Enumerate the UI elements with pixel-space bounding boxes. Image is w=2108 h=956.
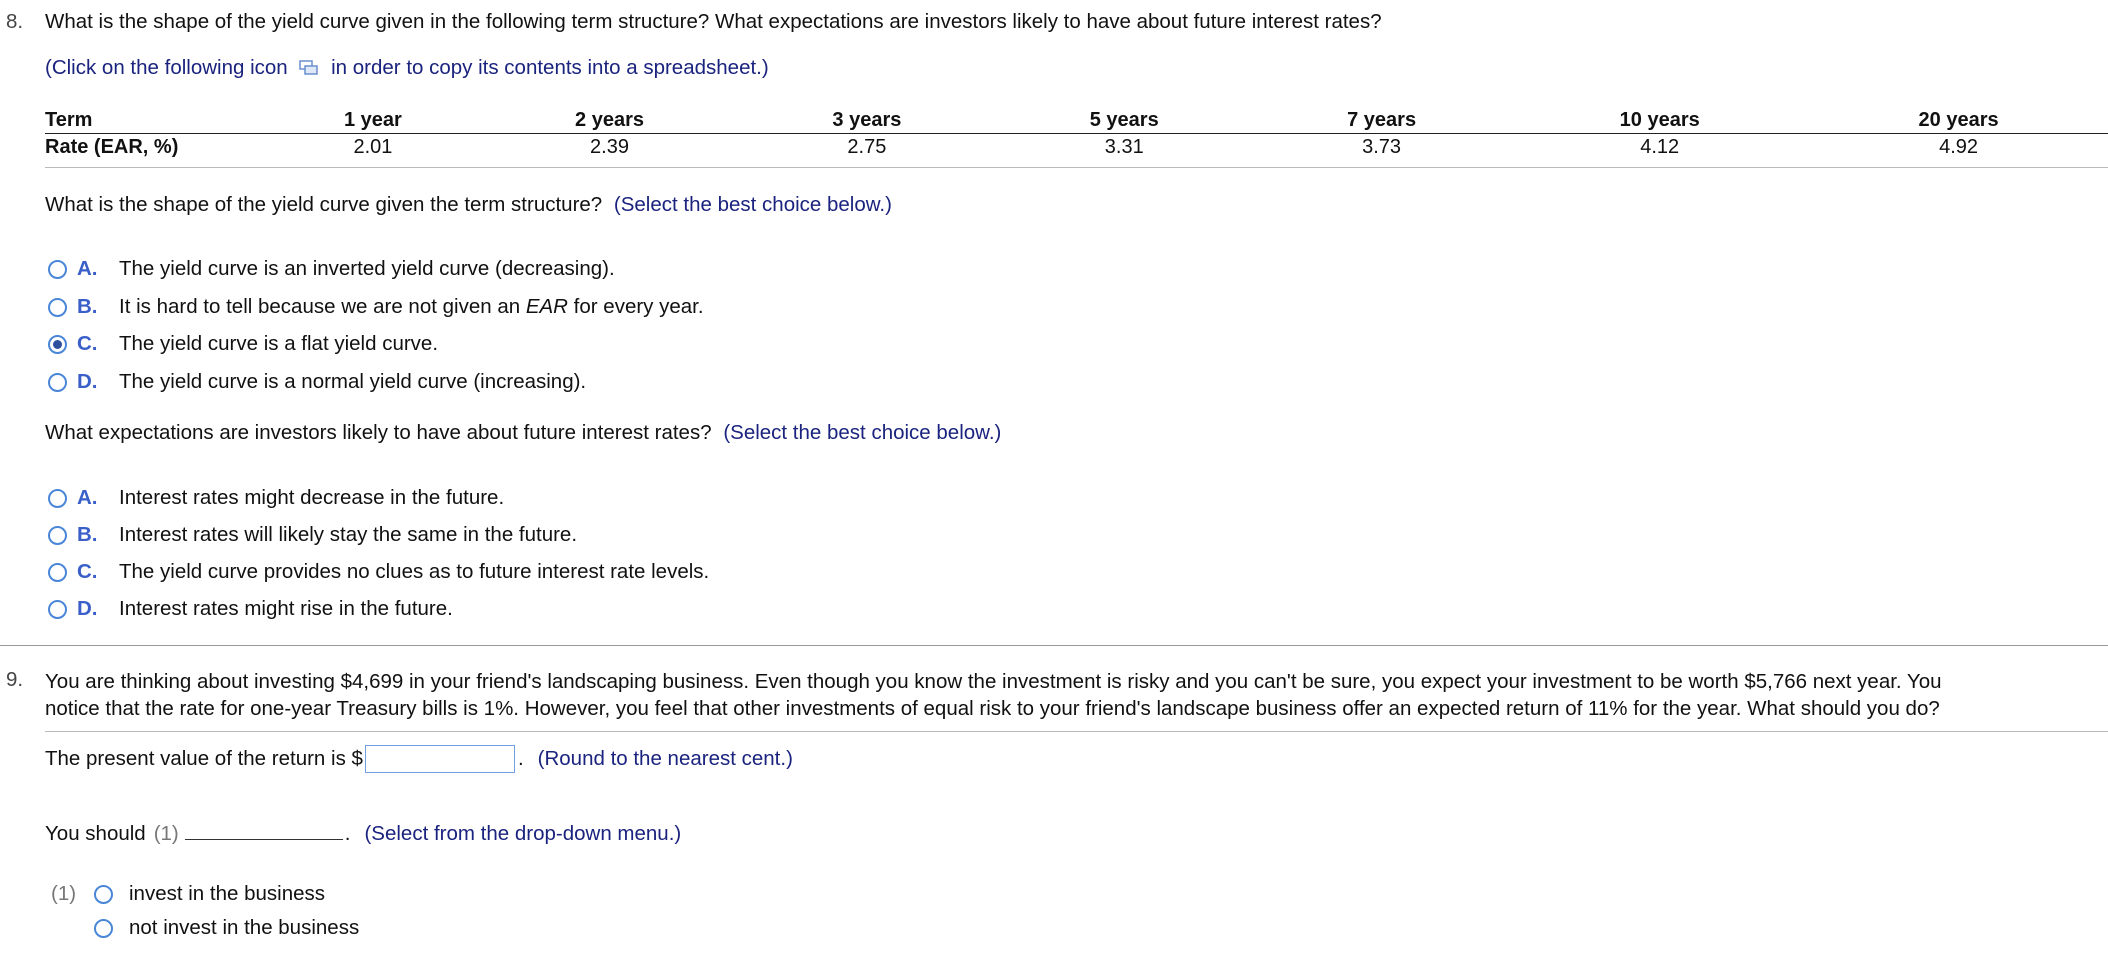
- question-8-number: 8.: [6, 10, 24, 33]
- part1-choice-b[interactable]: [48, 295, 704, 319]
- choice-letter: A.: [77, 486, 98, 509]
- part2-hint: (Select the best choice below.): [723, 421, 1002, 444]
- present-value-line: [45, 745, 793, 773]
- question-9-text: [45, 668, 2105, 722]
- choice-text: The yield curve is a flat yield curve.: [119, 332, 439, 355]
- radio-button[interactable]: [48, 600, 67, 619]
- header-3-years: 3 years: [738, 108, 995, 134]
- radio-button[interactable]: [48, 260, 67, 279]
- part2-choice-a[interactable]: [48, 486, 504, 510]
- header-20-years: 20 years: [1809, 108, 2108, 134]
- part2-prompt: [45, 421, 1001, 445]
- copy-instruction-pre: (Click on the following icon: [45, 56, 288, 79]
- choice-letter: B.: [77, 523, 98, 546]
- present-value-input[interactable]: [365, 745, 515, 773]
- option-invest[interactable]: [94, 882, 325, 906]
- section-divider: [45, 731, 2108, 732]
- choice-text-em: EAR: [525, 295, 568, 318]
- rate-7-years: 3.73: [1253, 134, 1510, 168]
- rate-20-years: 4.92: [1809, 134, 2108, 168]
- dropdown-ref: (1): [51, 882, 77, 905]
- choice-text: Interest rates might rise in the future.: [119, 597, 453, 620]
- radio-button-selected[interactable]: [48, 335, 67, 354]
- question-9-line1: You are thinking about investing $4,699 in your friend's landscaping business. Even though you know the investment is risky and you can't be sure, you expect your investment to be worth $5,766 next year. You: [45, 670, 1942, 693]
- choice-letter: A.: [77, 257, 98, 280]
- choice-text: Interest rates might decrease in the future.: [119, 486, 505, 509]
- part1-prompt-text: What is the shape of the yield curve given the term structure?: [45, 193, 603, 216]
- part2-choice-b[interactable]: [48, 523, 577, 547]
- rate-3-years: 2.75: [738, 134, 995, 168]
- part1-choice-d[interactable]: [48, 370, 586, 394]
- radio-button[interactable]: [94, 885, 113, 904]
- term-structure-table: [45, 108, 2108, 168]
- row-label-rate: Rate (EAR, %): [45, 134, 265, 168]
- header-7-years: 7 years: [1253, 108, 1510, 134]
- choice-text: Interest rates will likely stay the same in the future.: [119, 523, 578, 546]
- choice-letter: D.: [77, 370, 98, 393]
- choice-text-pre: It is hard to tell because we are not given an: [119, 295, 526, 318]
- part1-choice-c[interactable]: [48, 332, 438, 356]
- should-hint: (Select from the drop-down menu.): [364, 822, 682, 845]
- rate-10-years: 4.12: [1510, 134, 1809, 168]
- question-9-line2: notice that the rate for one-year Treasury bills is 1%. However, you feel that other investments of equal risk to your friend's landscape business offer an expected return of 11% for the year. What should you do?: [45, 697, 1940, 720]
- should-ref: (1): [153, 822, 179, 845]
- choice-text: The yield curve is an inverted yield curve (decreasing).: [119, 257, 615, 280]
- question-8-text: What is the shape of the yield curve given in the following term structure? What expectations are investors likely to have about future interest rates?: [45, 10, 1382, 33]
- choice-text: [119, 295, 704, 319]
- choice-text: The yield curve is a normal yield curve (increasing).: [119, 370, 587, 393]
- part2-choice-d[interactable]: [48, 597, 453, 621]
- header-5-years: 5 years: [996, 108, 1253, 134]
- choice-letter: B.: [77, 295, 98, 318]
- rate-5-years: 3.31: [996, 134, 1253, 168]
- radio-button[interactable]: [48, 373, 67, 392]
- pv-hint: (Round to the nearest cent.): [537, 747, 793, 770]
- rate-1-year: 2.01: [265, 134, 481, 168]
- rate-2-years: 2.39: [481, 134, 738, 168]
- radio-button[interactable]: [48, 489, 67, 508]
- radio-button[interactable]: [94, 919, 113, 938]
- choice-letter: C.: [77, 332, 98, 355]
- copy-instruction: [45, 56, 769, 81]
- table-row: [45, 134, 2108, 168]
- choice-letter: D.: [77, 597, 98, 620]
- pv-period: .: [517, 747, 524, 770]
- should-label: You should: [45, 822, 146, 845]
- radio-button[interactable]: [48, 298, 67, 317]
- option-text: invest in the business: [129, 882, 326, 905]
- part2-prompt-text: What expectations are investors likely to have about future interest rates?: [45, 421, 712, 444]
- radio-button[interactable]: [48, 563, 67, 582]
- option-not-invest[interactable]: [94, 916, 359, 940]
- table-header-row: [45, 108, 2108, 134]
- header-10-years: 10 years: [1510, 108, 1809, 134]
- choice-text: The yield curve provides no clues as to future interest rate levels.: [119, 560, 710, 583]
- should-line: [45, 822, 681, 846]
- choice-letter: C.: [77, 560, 98, 583]
- copy-spreadsheet-icon[interactable]: [299, 57, 319, 81]
- part1-hint: (Select the best choice below.): [613, 193, 892, 216]
- copy-instruction-post: in order to copy its contents into a spreadsheet.): [331, 56, 769, 79]
- question-9-number: 9.: [6, 668, 24, 691]
- choice-text-post: for every year.: [567, 295, 704, 318]
- part2-choice-c[interactable]: [48, 560, 709, 584]
- radio-button[interactable]: [48, 526, 67, 545]
- part1-prompt: [45, 193, 892, 217]
- part1-choice-a[interactable]: [48, 257, 615, 281]
- header-term: Term: [45, 108, 265, 134]
- header-1-year: 1 year: [265, 108, 481, 134]
- header-2-years: 2 years: [481, 108, 738, 134]
- question-divider: [0, 645, 2108, 646]
- pv-label: The present value of the return is $: [45, 747, 363, 770]
- should-period: .: [344, 822, 351, 845]
- dropdown-blank[interactable]: [185, 839, 343, 840]
- option-text: not invest in the business: [129, 916, 360, 939]
